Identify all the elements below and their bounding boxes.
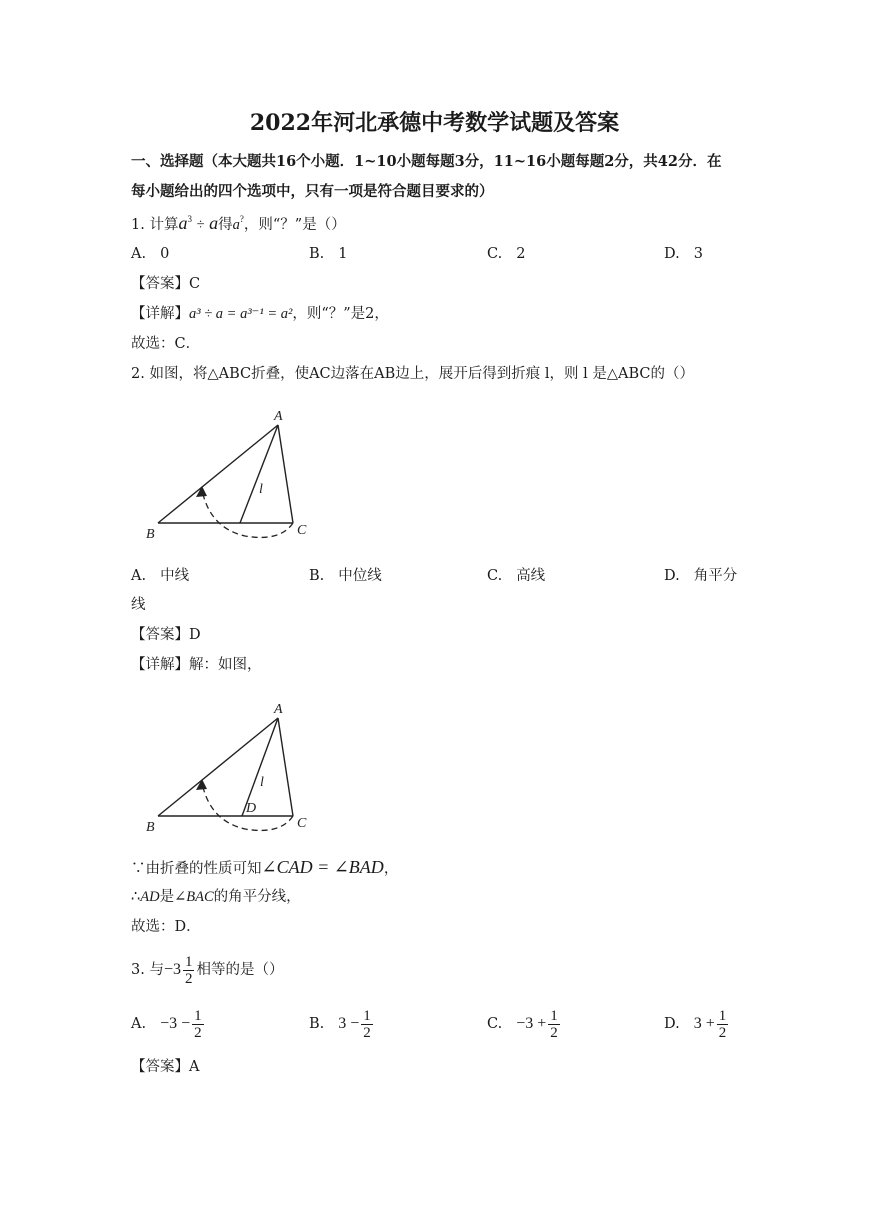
side-ac [278, 425, 293, 523]
q3-option-a: A. −3 − $\frac{1}{2}$ [131, 1007, 202, 1041]
side-ac [278, 718, 293, 816]
q1-detail: 【详解】a³ ÷ a = a³⁻¹ = a²，则“？”是2， [131, 306, 389, 322]
q1-option-c: C. 2 [487, 246, 526, 262]
q1-option-d: D. 3 [664, 246, 703, 262]
label-l: l [260, 775, 264, 790]
label-c: C [297, 523, 307, 538]
triangle-figure-1 [130, 400, 320, 548]
q1-choose: 故选：C． [131, 336, 201, 352]
label-b: B [146, 527, 155, 542]
q3-option-c: C. −3 + $\frac{1}{2}$ [487, 1007, 558, 1041]
q2-option-c: C. 高线 [487, 568, 546, 584]
label-c: C [297, 816, 307, 831]
q2-therefore: ∴AD是∠BAC的角平分线， [131, 889, 301, 905]
q1-options [131, 244, 771, 264]
q3-option-b: B. 3 − $\frac{1}{2}$ [309, 1007, 371, 1041]
fold-arc [202, 490, 293, 537]
triangle-figure-2 [130, 693, 320, 841]
q2-option-d: D. 角平分 [664, 568, 738, 584]
q3-options [131, 1004, 771, 1044]
q3-answer: 【答案】A [131, 1059, 200, 1075]
question-3: 3. 与−3 $\frac{1}{2}$ 相等的是（） [131, 953, 284, 987]
q2-answer: 【答案】D [131, 627, 201, 643]
label-d: D [246, 801, 257, 816]
q2-options [131, 566, 771, 586]
q1-math-a: a [178, 213, 188, 233]
q1-option-a: A. 0 [131, 246, 170, 262]
section-heading-line1: 一、选择题（本大题共16个小题．1~10小题每题3分，11~16小题每题2分，共42分．在 [131, 153, 722, 170]
q2-detail: 【详解】解：如图， [131, 657, 262, 673]
q3-option-d: D. 3 + $\frac{1}{2}$ [664, 1007, 727, 1041]
q1-answer: 【答案】C [131, 276, 201, 292]
label-a: A [274, 702, 283, 717]
question-1: 1. 计算$a^3 \div a$得a?，则“？”是（） [131, 213, 346, 233]
q2-option-d-wrap: 线 [131, 597, 146, 613]
fraction-one-half: $\frac{1}{2}$ [184, 953, 193, 987]
label-b: B [146, 820, 155, 835]
label-a: A [274, 409, 283, 424]
side-ab [158, 425, 278, 523]
section-heading-line2: 每小题给出的四个选项中，只有一项是符合题目要求的） [131, 183, 494, 200]
question-2: 2. 如图，将△ABC折叠，使AC边落在AB边上，展开后得到折痕 l，则 l 是△ABC的（） [131, 366, 695, 382]
q1-option-b: B. 1 [309, 246, 348, 262]
q2-because: ∵由折叠的性质可知∠CAD = ∠BAD， [131, 857, 399, 877]
label-l: l [259, 482, 263, 497]
q2-option-b: B. 中位线 [309, 568, 382, 584]
page-title: 2022年河北承德中考数学试题及答案 [249, 110, 620, 136]
q2-choose: 故选：D． [131, 919, 201, 935]
q2-option-a: A. 中线 [131, 568, 190, 584]
